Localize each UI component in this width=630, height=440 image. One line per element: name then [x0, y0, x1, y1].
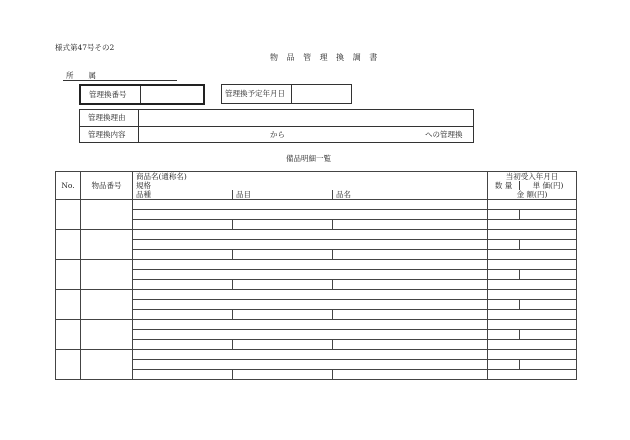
row-category-cell[interactable] — [233, 280, 333, 290]
table-row — [56, 230, 577, 240]
row-product-name-cell[interactable] — [133, 260, 488, 270]
affiliation-label: 所 属 — [66, 71, 96, 80]
table-row — [56, 300, 577, 310]
row-item-number-cell[interactable] — [81, 200, 133, 230]
to-label: への管理換 — [425, 130, 463, 139]
table-row — [56, 280, 577, 290]
name-header: 品名 — [333, 190, 488, 200]
row-no-cell[interactable] — [56, 200, 81, 230]
table-row — [56, 290, 577, 300]
table-row — [56, 350, 577, 360]
table-row — [56, 310, 577, 320]
row-acquired-date-cell[interactable] — [488, 290, 577, 300]
row-spec-cell[interactable] — [133, 330, 488, 340]
row-amount-cell[interactable] — [488, 220, 577, 230]
row-no-cell[interactable] — [56, 290, 81, 320]
table-row — [56, 270, 577, 280]
row-unit-price-cell[interactable] — [520, 360, 577, 370]
row-type-cell[interactable] — [133, 310, 233, 320]
row-unit-price-cell[interactable] — [520, 240, 577, 250]
row-quantity-cell[interactable] — [488, 240, 520, 250]
row-name-cell[interactable] — [333, 280, 488, 290]
row-product-name-cell[interactable] — [133, 290, 488, 300]
row-category-cell[interactable] — [233, 340, 333, 350]
affiliation-underline — [63, 80, 177, 81]
table-row — [56, 360, 577, 370]
row-quantity-cell[interactable] — [488, 330, 520, 340]
row-name-cell[interactable] — [333, 250, 488, 260]
scheduled-date-label: 管理換予定年月日 — [222, 85, 292, 103]
no-header: No. — [56, 172, 81, 200]
quantity-header: 数 量 — [488, 181, 520, 190]
amount-header: 金 額(円) — [488, 190, 577, 200]
row-amount-cell[interactable] — [488, 310, 577, 320]
row-name-cell[interactable] — [333, 370, 488, 380]
row-item-number-cell[interactable] — [81, 230, 133, 260]
transfer-details-box — [79, 109, 474, 143]
row-type-cell[interactable] — [133, 250, 233, 260]
row-unit-price-cell[interactable] — [520, 330, 577, 340]
items-table — [55, 171, 577, 380]
row-type-cell[interactable] — [133, 280, 233, 290]
table-row — [56, 370, 577, 380]
spec-header: 規格 — [133, 181, 488, 190]
table-row — [56, 330, 577, 340]
reason-label: 管理換理由 — [88, 113, 126, 123]
row-category-cell[interactable] — [233, 310, 333, 320]
row-product-name-cell[interactable] — [133, 320, 488, 330]
row-amount-cell[interactable] — [488, 340, 577, 350]
list-title: 備品明細一覧 — [286, 154, 331, 163]
row-acquired-date-cell[interactable] — [488, 230, 577, 240]
row-type-cell[interactable] — [133, 370, 233, 380]
row-category-cell[interactable] — [233, 220, 333, 230]
row-spec-cell[interactable] — [133, 210, 488, 220]
scheduled-date-box — [221, 84, 352, 104]
row-spec-cell[interactable] — [133, 360, 488, 370]
row-quantity-cell[interactable] — [488, 270, 520, 280]
content-label: 管理換内容 — [88, 129, 126, 139]
scheduled-date-field[interactable] — [293, 85, 351, 103]
row-item-number-cell[interactable] — [81, 320, 133, 350]
transfer-number-field[interactable] — [142, 86, 203, 103]
transfer-number-box — [79, 84, 205, 105]
row-no-cell[interactable] — [56, 230, 81, 260]
row-product-name-cell[interactable] — [133, 200, 488, 210]
row-acquired-date-cell[interactable] — [488, 350, 577, 360]
form-number: 様式第47号その2 — [55, 43, 115, 52]
row-no-cell[interactable] — [56, 320, 81, 350]
row-item-number-cell[interactable] — [81, 350, 133, 380]
row-spec-cell[interactable] — [133, 270, 488, 280]
table-row — [56, 200, 577, 210]
row-name-cell[interactable] — [333, 220, 488, 230]
product-name-header: 商品名(通称名) — [133, 172, 488, 182]
row-acquired-date-cell[interactable] — [488, 200, 577, 210]
reason-field[interactable] — [139, 110, 473, 126]
unit-price-header: 単 価(円) — [520, 181, 577, 190]
row-product-name-cell[interactable] — [133, 350, 488, 360]
from-label: から — [270, 130, 285, 139]
row-acquired-date-cell[interactable] — [488, 260, 577, 270]
row-category-cell[interactable] — [233, 370, 333, 380]
row-item-number-cell[interactable] — [81, 290, 133, 320]
row-amount-cell[interactable] — [488, 280, 577, 290]
row-type-cell[interactable] — [133, 220, 233, 230]
category-header: 品目 — [233, 190, 333, 200]
row-amount-cell[interactable] — [488, 370, 577, 380]
row-name-cell[interactable] — [333, 340, 488, 350]
table-row — [56, 320, 577, 330]
table-row — [56, 210, 577, 220]
table-row — [56, 260, 577, 270]
row-quantity-cell[interactable] — [488, 360, 520, 370]
page-title: 物 品 管 理 換 調 書 — [270, 53, 381, 62]
row-unit-price-cell[interactable] — [520, 210, 577, 220]
row-unit-price-cell[interactable] — [520, 300, 577, 310]
type-header: 品種 — [133, 190, 233, 200]
row-spec-cell[interactable] — [133, 300, 488, 310]
row-quantity-cell[interactable] — [488, 210, 520, 220]
row-category-cell[interactable] — [233, 250, 333, 260]
table-row — [56, 220, 577, 230]
row-type-cell[interactable] — [133, 340, 233, 350]
table-row — [56, 250, 577, 260]
row-name-cell[interactable] — [333, 310, 488, 320]
row-unit-price-cell[interactable] — [520, 270, 577, 280]
acquired-date-header: 当初受入年月日 — [488, 172, 577, 182]
row-spec-cell[interactable] — [133, 240, 488, 250]
item-number-header: 物品番号 — [81, 172, 133, 200]
table-row — [56, 340, 577, 350]
row-quantity-cell[interactable] — [488, 300, 520, 310]
row-amount-cell[interactable] — [488, 250, 577, 260]
row-no-cell[interactable] — [56, 260, 81, 290]
row-item-number-cell[interactable] — [81, 260, 133, 290]
row-no-cell[interactable] — [56, 350, 81, 380]
row-product-name-cell[interactable] — [133, 230, 488, 240]
transfer-number-label: 管理換番号 — [81, 86, 141, 103]
table-row — [56, 240, 577, 250]
row-acquired-date-cell[interactable] — [488, 320, 577, 330]
